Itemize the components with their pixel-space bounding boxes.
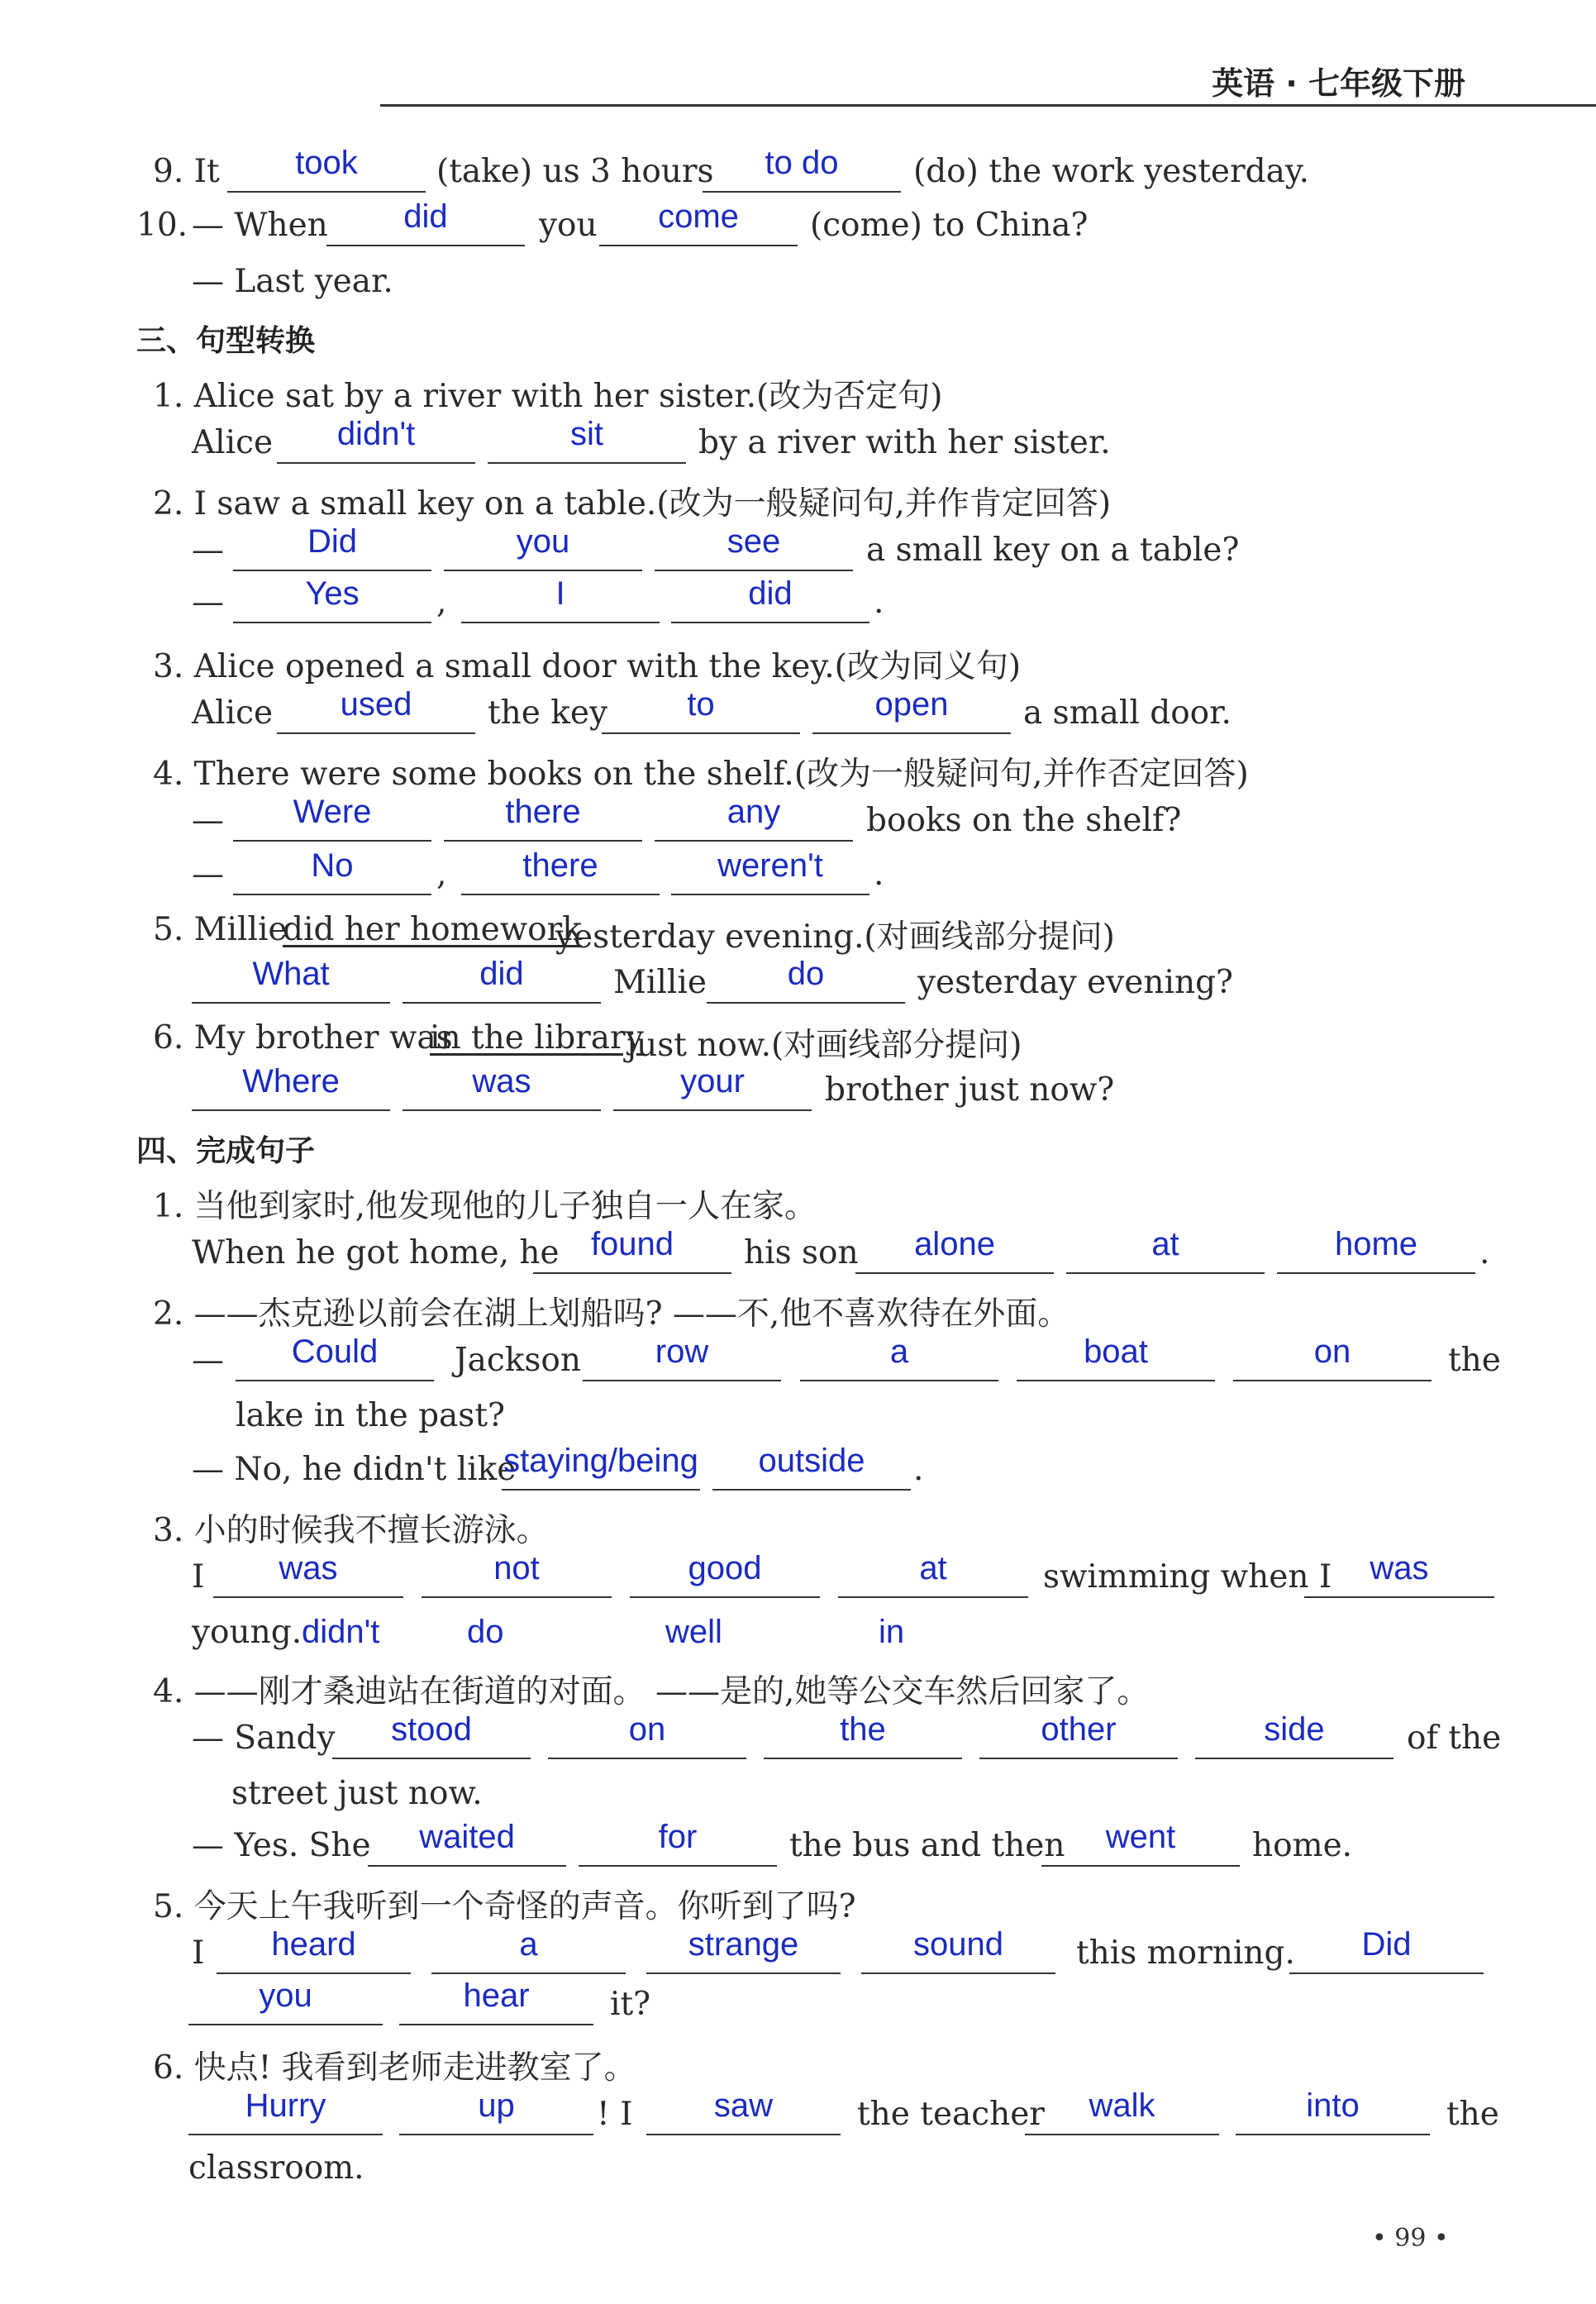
exercise-line [0,748,1596,801]
handwritten-answer: Could [291,1333,379,1370]
handwritten-answer: was [279,1550,338,1586]
handwritten-answer: for [658,1819,698,1855]
handwritten-answer: to do [765,145,839,181]
answer-blank [861,1926,1055,1974]
page-number: • 99 • [1372,2224,1449,2253]
answer-blank [1277,1226,1475,1274]
question-text: just now.(对画线部分提问) [626,1027,1022,1064]
exercise-line [0,478,1596,531]
question-text: of the [1407,1720,1502,1757]
handwritten-answer: didn't [302,1614,380,1650]
handwritten-answer: No [311,847,354,884]
answer-blank [399,1977,593,2025]
handwritten-answer: didn't [336,416,416,452]
question-text: lake in the past? [236,1397,505,1434]
question-text: the [1448,1342,1501,1379]
answer-blank [1066,1226,1265,1274]
question-text: 6. 快点! 我看到老师走进教室了。 [153,2049,636,2087]
answer-blank [707,956,905,1004]
question-text: I [192,1558,205,1596]
handwritten-answer: stood [391,1711,472,1748]
question-text: When he got home, he [192,1234,560,1271]
handwritten-answer: well [665,1614,722,1650]
answer-blank [548,1711,746,1759]
answer-blank [703,145,901,193]
handwritten-answer: saw [713,2087,774,2124]
question-text: 5. 今天上午我听到一个奇怪的声音。你听到了吗? [153,1888,856,1925]
answer-blank [502,1443,700,1491]
exercise-line [0,1926,1596,1987]
handwritten-answer: weren't [717,847,823,884]
answer-blank [326,198,525,246]
answer-blank [630,1550,820,1598]
exercise-line [0,1977,1596,2039]
question-text: 1. 当他到家时,他发现他的儿子独自一人在家。 [153,1188,817,1225]
handwritten-answer: alone [914,1226,995,1262]
exercise-line [0,1443,1596,1504]
question-text: . [913,1451,924,1488]
question-text: (do) the work yesterday. [913,153,1310,190]
answer-blank [1233,1333,1432,1381]
handwritten-answer: the [840,1711,886,1748]
handwritten-answer: row [655,1333,709,1370]
answer-blank [764,1711,962,1759]
answer-blank [213,1550,403,1598]
answer-blank [655,523,853,571]
exercise-line [0,847,1596,909]
exercise-line [0,641,1596,694]
handwritten-answer: Hurry [245,2087,326,2124]
question-text: — [192,802,224,839]
question-text: — [192,532,224,569]
exercise-line [0,1614,1596,1667]
question-text: the key [488,694,608,732]
question-text: — [192,584,224,621]
answer-blank [188,1977,383,2025]
handwritten-answer: home [1334,1226,1418,1262]
answer-blank [800,1333,998,1381]
handwritten-answer: boat [1084,1333,1148,1370]
exercise-line [0,1288,1596,1341]
underlined-phrase: did her homework [283,911,582,948]
handwritten-answer: What [252,956,330,992]
handwritten-answer: found [590,1226,674,1262]
question-text: — Last year. [192,263,393,300]
section-heading: 四、完成句子 [136,1134,316,1168]
handwritten-answer: there [505,794,581,830]
answer-blank [233,575,431,623]
handwritten-answer: up [478,2087,515,2124]
question-text: swimming when I [1043,1558,1332,1596]
question-text: you [539,207,598,244]
answer-blank [431,1926,626,1974]
answer-blank [583,1333,781,1381]
answer-blank [1236,2087,1430,2135]
handwritten-answer: Where [242,1063,340,1100]
answer-blank [217,1926,411,1974]
handwritten-answer: there [522,847,598,884]
handwritten-answer: outside [758,1443,865,1479]
question-text: the [1446,2096,1499,2133]
handwritten-answer: at [1151,1226,1179,1262]
question-text: 3. 小的时候我不擅长游泳。 [153,1512,549,1549]
answer-blank [671,575,869,623]
handwritten-answer: do [787,956,825,992]
answer-blank [646,2087,841,2135]
answer-blank [403,1063,601,1111]
answer-blank [233,794,431,842]
question-text: brother just now? [825,1071,1115,1109]
handwritten-answer: Did [1361,1926,1412,1963]
exercise-line [0,1226,1596,1287]
answer-blank [599,198,798,246]
question-text: 2. ——杰克逊以前会在湖上划船吗? ——不,他不喜欢待在外面。 [153,1295,1070,1333]
exercise-line [0,2149,1596,2202]
exercise-line [0,2087,1596,2149]
question-text: yesterday evening? [917,964,1233,1001]
handwritten-answer: open [874,686,949,723]
handwritten-answer: your [680,1063,745,1100]
question-text: Alice [192,694,274,732]
handwritten-answer: strange [688,1926,799,1963]
exercise-line [0,416,1596,477]
exercise-line [0,1711,1596,1772]
answer-blank [1195,1711,1394,1759]
exercise-line [0,523,1596,584]
handwritten-answer: I [555,575,565,612]
exercise-line [0,1819,1596,1880]
answer-blank [712,1443,911,1491]
question-text: . [1479,1234,1490,1271]
answer-blank [192,1063,390,1111]
handwritten-answer: side [1264,1711,1325,1748]
question-text: 4. ——刚才桑迪站在街道的对面。 ——是的,她等公交车然后回家了。 [153,1673,1150,1710]
question-text: 10. [136,207,188,244]
exercise-line [0,1550,1596,1611]
question-text: the bus and then [789,1827,1065,1864]
header-rule [380,104,1596,107]
answer-blank [227,145,426,193]
question-text: yesterday evening.(对画线部分提问) [555,918,1115,956]
answer-blank [277,416,475,464]
exercise-line [0,1505,1596,1557]
answer-blank [461,575,660,623]
question-text: (take) us 3 hours [436,153,714,190]
answer-blank [368,1819,566,1867]
exercise-line [0,263,1596,316]
question-text: a small door. [1023,694,1232,732]
answer-blank [855,1226,1054,1274]
handwritten-answer: waited [419,1819,515,1855]
answer-blank [444,794,642,842]
handwritten-answer: on [1313,1333,1351,1370]
question-text: home. [1252,1827,1353,1864]
handwritten-answer: you [259,1977,312,2014]
answer-blank [233,523,431,571]
exercise-line [0,1063,1596,1124]
question-text: — [192,1342,224,1379]
question-text: books on the shelf? [866,802,1182,839]
answer-blank [671,847,869,895]
answer-blank [613,1063,812,1111]
exercise-line [0,1128,1596,1181]
question-text: — Sandy [192,1720,336,1757]
answer-blank [403,956,601,1004]
handwritten-answer: other [1041,1711,1117,1748]
question-text: this morning. [1076,1934,1295,1972]
question-text: 1. Alice sat by a river with her sister.(改为否定句) [153,378,943,415]
handwritten-answer: sound [913,1926,1003,1963]
handwritten-answer: see [727,523,781,560]
question-text: a small key on a table? [866,532,1240,569]
exercise-line [0,1333,1596,1395]
handwritten-answer: Were [293,794,372,830]
header-title: 英语 · 七年级下册 [1212,65,1465,102]
question-text: . [874,856,884,893]
exercise-line [0,145,1596,206]
question-text: 4. There were some books on the shelf.(改为一般疑问句,并作否定回答) [153,756,1249,793]
handwritten-answer: a [889,1333,909,1370]
answer-blank [812,686,1011,734]
question-text: — When [192,207,328,244]
handwritten-answer: into [1306,2087,1360,2124]
answer-blank [602,686,800,734]
question-text: 9. It [153,153,220,190]
answer-blank [579,1819,777,1867]
question-text: (come) to China? [810,207,1089,244]
question-text: , [436,584,447,621]
exercise-line [0,1666,1596,1719]
exercise-line [0,956,1596,1017]
question-text: 3. Alice opened a small door with the key.(改为同义句) [153,648,1022,685]
answer-blank [461,847,660,895]
question-text: — Yes. She [192,1827,371,1864]
handwritten-answer: walk [1089,2087,1155,2124]
answer-blank [488,416,686,464]
handwritten-answer: on [628,1711,666,1748]
handwritten-answer: used [340,686,412,723]
answer-blank [233,847,431,895]
handwritten-answer: hear [463,1977,530,2014]
handwritten-answer: did [479,956,524,992]
answer-blank [979,1711,1178,1759]
answer-blank [332,1711,531,1759]
handwritten-answer: Yes [305,575,360,612]
question-text: I [192,1934,205,1972]
question-text: Millie [613,964,707,1001]
question-text: 6. My brother was [153,1019,453,1057]
answer-blank [1025,2087,1219,2135]
question-text: 5. Millie [153,911,288,948]
question-text: ! I [597,2096,633,2133]
answer-blank [1289,1926,1484,1974]
answer-blank [422,1550,612,1598]
section-heading: 三、句型转换 [136,324,316,358]
answer-blank [646,1926,841,1974]
handwritten-answer: not [493,1550,540,1586]
handwritten-answer: in [879,1614,905,1650]
handwritten-answer: did [748,575,793,612]
exercise-line [0,370,1596,423]
exercise-line [0,1019,1596,1072]
handwritten-answer: at [919,1550,947,1586]
exercise-line [0,198,1596,260]
answer-blank [1017,1333,1215,1381]
question-text: 2. I saw a small key on a table.(改为一般疑问句,并作肯定回答) [153,485,1112,522]
underlined-phrase: in the library [430,1019,644,1057]
handwritten-answer: come [658,198,739,235]
answer-blank [277,686,475,734]
handwritten-answer: Did [307,523,358,560]
answer-blank [1304,1550,1494,1598]
question-text: classroom. [188,2149,364,2187]
exercise-line [0,686,1596,747]
question-text: — [192,856,224,893]
question-text: — No, he didn't like [192,1451,517,1488]
handwritten-answer: was [472,1063,531,1100]
exercise-line [0,1775,1596,1828]
answer-blank [188,2087,383,2135]
question-text: Alice [192,424,274,461]
question-text: the teacher [857,2096,1045,2133]
handwritten-answer: sit [570,416,603,452]
question-text: , [436,856,447,893]
handwritten-answer: was [1370,1550,1429,1586]
question-text: it? [610,1986,651,2023]
handwritten-answer: you [516,523,570,560]
question-text: by a river with her sister. [698,424,1111,461]
answer-blank [399,2087,593,2135]
answer-blank [1041,1819,1240,1867]
handwritten-answer: heard [271,1926,356,1963]
handwritten-answer: did [403,198,448,235]
question-text: his son [744,1234,859,1271]
question-text: . [874,584,884,621]
question-text: young. [192,1614,303,1651]
handwritten-answer: staying/being [503,1443,698,1479]
answer-blank [444,523,642,571]
handwritten-answer: to [687,686,715,723]
exercise-line [0,317,1596,370]
handwritten-answer: took [295,145,358,181]
answer-blank [655,794,853,842]
answer-blank [236,1333,434,1381]
handwritten-answer: good [688,1550,762,1586]
answer-blank [192,956,390,1004]
handwritten-answer: do [467,1614,504,1650]
handwritten-answer: any [727,794,781,830]
answer-blank [838,1550,1028,1598]
question-text: Jackson [455,1342,581,1379]
exercise-line [0,575,1596,637]
handwritten-answer: a [519,1926,538,1963]
answer-blank [533,1226,731,1274]
question-text: street just now. [231,1775,483,1812]
handwritten-answer: went [1105,1819,1176,1855]
